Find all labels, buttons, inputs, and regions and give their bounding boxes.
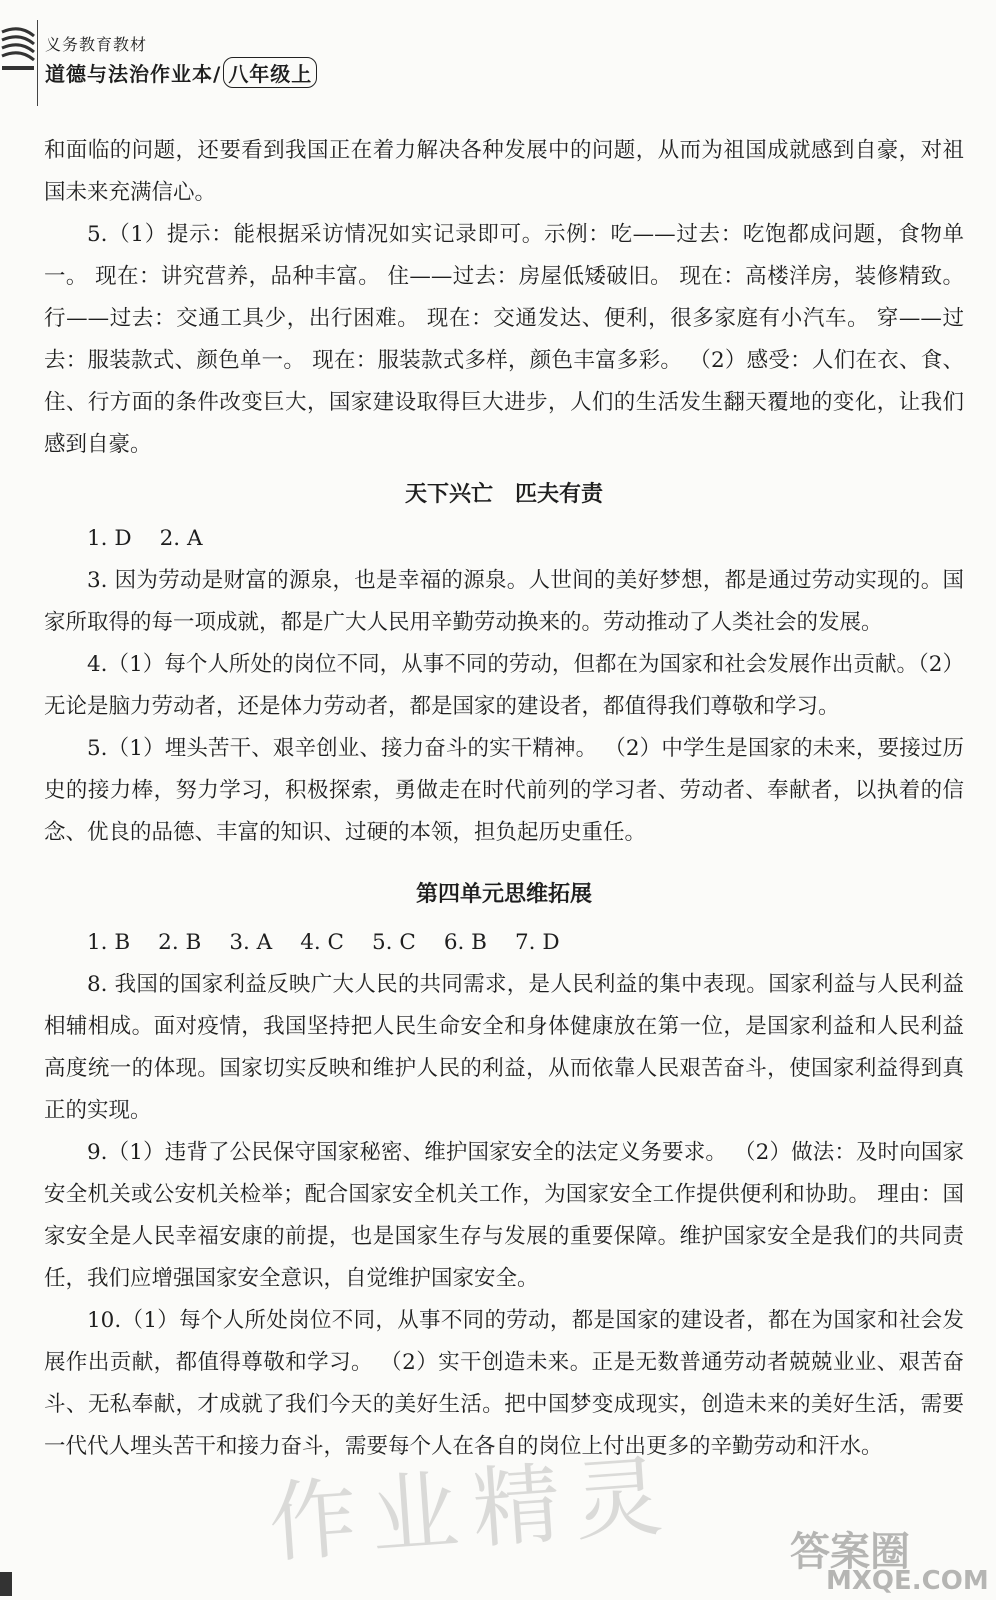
mc-answer: 5. C [372, 930, 416, 955]
answer-paragraph: 10.（1）每个人所处岗位不同，从事不同的劳动，都是国家的建设者，都在为国家和社会发展作出贡献，都值得尊敬和学习。 （2）实干创造未来。正是无数普通劳动者兢兢业业、艰苦奋斗、无私奉献，才成就了我们今天的美好生活。把中国梦变成现实，创造未来的美好生活，需要一代代人埋头苦干和接力奋斗，需要每个人在各自的岗位上付出更多的辛勤劳动和汗水。 [44, 1308, 964, 1459]
watermark-text: 作业精灵 [265, 1443, 680, 1576]
answer-paragraph: 3. 因为劳动是财富的源泉，也是幸福的源泉。人世间的美好梦想，都是通过劳动实现的。国家所取得的每一项成就，都是广大人民用辛勤劳动换来的。劳动推动了人类社会的发展。 [44, 568, 964, 635]
multiple-choice-answers [44, 922, 964, 964]
mc-answer: 2. A [159, 526, 203, 551]
answer-paragraph: 9.（1）违背了公民保守国家秘密、维护国家安全的法定义务要求。 （2）做法：及时向国家安全机关或公安机关检举；配合国家安全机关工作，为国家安全工作提供便利和协助。 理由：国家安全是人民幸福安康的前提，也是国家生存与发展的重要保障。维护国家安全是我们的共同责任，我们应增强国家安全意识，自觉维护国家安全。 [44, 1140, 964, 1291]
mc-answer: 3. A [229, 930, 273, 955]
multiple-choice-answers [44, 518, 964, 560]
page-header [0, 0, 996, 110]
series-label: 义务教育教材 [45, 35, 148, 54]
mc-answer: 6. B [443, 930, 487, 955]
header-divider [37, 20, 38, 106]
grade-label: 八年级上 [223, 57, 317, 88]
answer-paragraph: 5.（1）提示：能根据采访情况如实记录即可。示例：吃——过去：吃饱都成问题，食物单一。 现在：讲究营养，品种丰富。 住——过去：房屋低矮破旧。 现在：高楼洋房，装修精致。 行——过去：交通工具少，出行困难。 现在：交通发达、便利，很多家庭有小汽车。 穿——过去：服装款式、颜色单一。 现在：服装款式多样，颜色丰富多彩。 （2）感受：人们在衣、食、住、行方面的条件改变巨大，国家建设取得巨大进步，人们的生活发生翻天覆地的变化，让我们感到自豪。 [44, 222, 964, 457]
mc-answer: 1. B [87, 930, 131, 955]
mc-answer: 2. B [158, 930, 202, 955]
watermark-url: MXQE.COM [826, 1566, 989, 1596]
section-title: 天下兴亡 匹夫有责 [404, 482, 603, 507]
section-title: 第四单元思维拓展 [415, 882, 592, 907]
answer-paragraph: 和面临的问题，还要看到我国正在着力解决各种发展中的问题，从而为祖国成就感到自豪，对祖国未来充满信心。 [44, 138, 964, 205]
mc-answer: 7. D [514, 930, 560, 955]
mc-answer: 1. D [87, 526, 132, 551]
page-edge-mark [0, 1572, 12, 1596]
mc-answer: 4. C [300, 930, 344, 955]
answer-paragraph: 5.（1）埋头苦干、艰辛创业、接力奋斗的实干精神。 （2）中学生是国家的未来，要接过历史的接力棒，努力学习，积极探索，勇做走在时代前列的学习者、劳动者、奉献者，以执着的信念、优良的品德、丰富的知识、过硬的本领，担负起历史重任。 [44, 736, 964, 845]
corner-watermark: 答案圈 [790, 1529, 910, 1575]
answer-paragraph: 8. 我国的国家利益反映广大人民的共同需求，是人民利益的集中表现。国家利益与人民利益相辅相成。面对疫情，我国坚持把人民生命安全和身体健康放在第一位，是国家利益和人民利益高度统一的体现。国家切实反映和维护人民的利益，从而依靠人民艰苦奋斗，使国家利益得到真正的实现。 [44, 972, 964, 1123]
publisher-logo-icon [0, 22, 36, 78]
book-title [45, 57, 317, 88]
book-title-text: 道德与法治作业本/ [45, 62, 222, 86]
answer-content [44, 130, 964, 1468]
answer-paragraph: 4.（1）每个人所处的岗位不同，从事不同的劳动，但都在为国家和社会发展作出贡献。（2）无论是脑力劳动者，还是体力劳动者，都是国家的建设者，都值得我们尊敬和学习。 [44, 652, 964, 719]
